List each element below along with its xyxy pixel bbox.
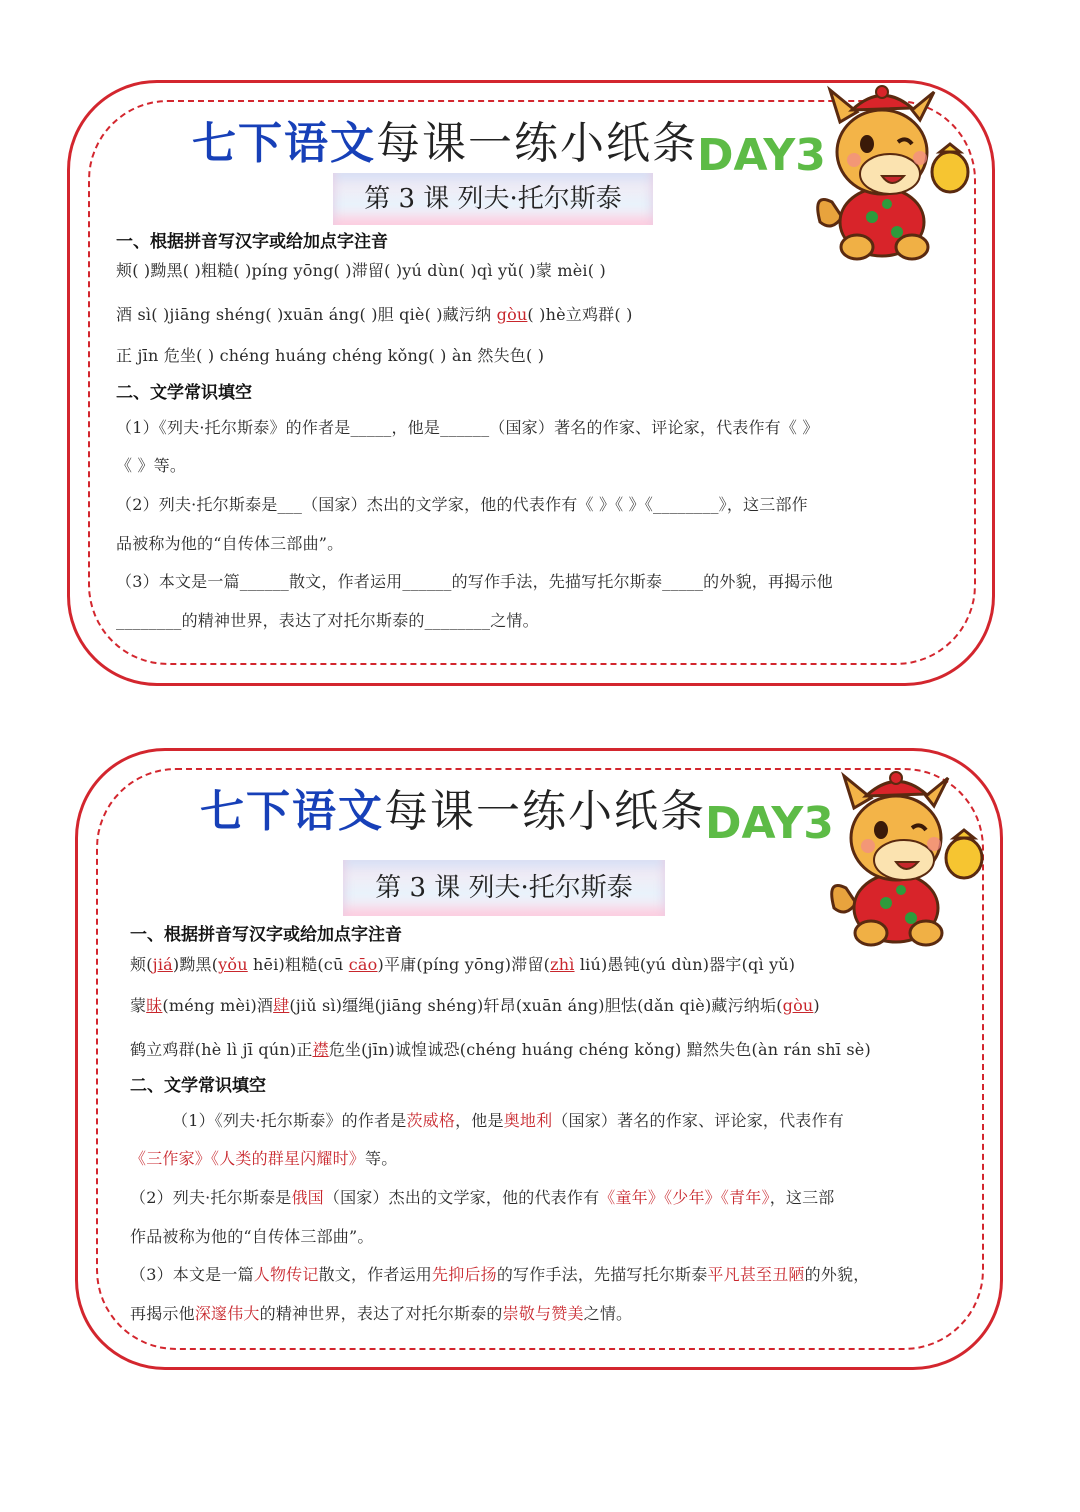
answer-question-1 xyxy=(172,1108,844,1131)
section-heading-literature: 二、文学常识填空 xyxy=(130,1076,266,1096)
question-1-cont: 《 》等。 xyxy=(116,456,187,475)
row-text: ，他是 xyxy=(455,1111,504,1130)
day-label: DAY3 xyxy=(705,798,834,849)
row-text: 再揭示他 xyxy=(130,1304,195,1323)
row-text: 的精神世界，表达了对托尔斯泰的 xyxy=(259,1304,503,1323)
row-text: 酒 sì( )jiāng shéng( )xuān áng( )胆 qiè( )藏污纳 xyxy=(116,305,497,324)
row-text: )黝黑( xyxy=(172,955,219,974)
row-text: (jiǔ sì)缰绳(jiāng shéng)轩昂(xuān áng)胆怯(dǎn qiè)藏污纳垢( xyxy=(289,996,783,1015)
answer-question-3-cont xyxy=(130,1301,632,1324)
day-label: DAY3 xyxy=(697,130,826,181)
answer-question-2 xyxy=(130,1185,835,1208)
row-text: 散文，作者运用 xyxy=(318,1265,432,1284)
answer-text: cāo xyxy=(348,955,378,974)
row-text: （国家）著名的作家、评论家，代表作有 xyxy=(552,1111,844,1130)
row-text: 的写作手法，先描写托尔斯泰 xyxy=(496,1265,708,1284)
answer-text: gòu xyxy=(782,996,814,1015)
answer-question-1-cont xyxy=(130,1146,397,1169)
row-text: （1）《列夫·托尔斯泰》的作者是 xyxy=(172,1111,407,1130)
pinyin-row-1: 颊( )黝黑( )粗糙( )píng yōng( )滞留( )yú dùn( )qì yǔ( )蒙 mèi( ) xyxy=(116,261,606,280)
row-text: 鹤立鸡群(hè lì jī qún)正 xyxy=(130,1040,313,1059)
row-text: （2）列夫·托尔斯泰是 xyxy=(130,1188,292,1207)
answer-question-3 xyxy=(130,1262,869,1285)
row-text: ，这三部 xyxy=(769,1188,835,1207)
answer-text: 崇敬与赞美 xyxy=(502,1304,584,1323)
row-text: 之情。 xyxy=(583,1304,633,1323)
question-3-cont: ________的精神世界，表达了对托尔斯泰的________之情。 xyxy=(116,611,539,630)
answer-text: 昧 xyxy=(146,996,163,1015)
answer-text: 肆 xyxy=(273,996,290,1015)
row-text: )平庸(píng yōng)滞留( xyxy=(377,955,551,974)
row-text: 颊( xyxy=(130,955,153,974)
answer-text: 人物传记 xyxy=(253,1265,319,1284)
row-text: 危坐(jīn)诚惶诚恐(chéng huáng chéng kǒng) 黯然失色(àn rán shī sè) xyxy=(328,1040,871,1059)
title-rest: 每课一练小纸条 xyxy=(376,118,698,169)
row-text: 蒙 xyxy=(130,996,147,1015)
answer-text: jiá xyxy=(152,955,173,974)
section-heading-pinyin: 一、根据拼音写汉字或给加点字注音 xyxy=(130,925,402,945)
answer-text: 《三作家》《人类的群星闪耀时》 xyxy=(130,1149,366,1168)
answer-text: 平凡甚至丑陋 xyxy=(707,1265,805,1284)
underlined-pinyin: gòu xyxy=(496,305,528,324)
lesson-title: 第 3 课 列夫·托尔斯泰 xyxy=(333,173,653,225)
question-3: （3）本文是一篇______散文，作者运用______的写作手法，先描写托尔斯泰_____的外貌，再揭示他 xyxy=(116,572,833,591)
section-heading-pinyin: 一、根据拼音写汉字或给加点字注音 xyxy=(116,232,388,252)
answer-text: 深邃伟大 xyxy=(194,1304,260,1323)
answer-text: yǒu xyxy=(218,955,248,974)
question-2-cont: 品被称为他的“自传体三部曲”。 xyxy=(116,534,344,553)
horse-mascot-icon xyxy=(826,768,986,948)
answer-text: 奥地利 xyxy=(503,1111,553,1130)
row-text: liú)愚钝(yú dùn)器宇(qì yǔ) xyxy=(574,955,796,974)
title-subject: 七下语文 xyxy=(200,786,384,837)
answer-row-1 xyxy=(130,952,795,975)
title-rest: 每课一练小纸条 xyxy=(384,786,706,837)
row-text: hēi)粗糙(cū xyxy=(247,955,349,974)
row-text: （国家）杰出的文学家，他的代表作有 xyxy=(323,1188,600,1207)
question-2: （2）列夫·托尔斯泰是___（国家）杰出的文学家，他的代表作有《 》《 》《________》，这三部作 xyxy=(116,495,808,514)
answer-text: 俄国 xyxy=(291,1188,324,1207)
row-text: ) xyxy=(813,996,820,1015)
answer-text: 襟 xyxy=(312,1040,329,1059)
row-text: 的外貌， xyxy=(804,1265,870,1284)
answer-text: 茨威格 xyxy=(406,1111,456,1130)
answer-question-2-cont: 作品被称为他的“自传体三部曲”。 xyxy=(130,1227,374,1246)
question-1: （1）《列夫·托尔斯泰》的作者是_____，他是______（国家）著名的作家、评论家，代表作有《 》 xyxy=(116,418,819,437)
row-text: ( )hè立鸡群( ) xyxy=(527,305,633,324)
answer-row-3 xyxy=(130,1037,871,1060)
answer-text: 《童年》《少年》《青年》 xyxy=(599,1188,770,1207)
pinyin-row-3: 正 jīn 危坐( ) chéng huáng chéng kǒng( ) àn 然失色( ) xyxy=(116,346,545,365)
row-text: 等。 xyxy=(365,1149,398,1168)
answer-text: 先抑后扬 xyxy=(432,1265,497,1284)
card-title xyxy=(200,786,706,837)
title-subject: 七下语文 xyxy=(192,118,376,169)
row-text: （3）本文是一篇 xyxy=(130,1265,254,1284)
lesson-title: 第 3 课 列夫·托尔斯泰 xyxy=(343,860,665,916)
row-text: (méng mèi)酒 xyxy=(162,996,274,1015)
answer-text: zhì xyxy=(550,955,575,974)
section-heading-literature: 二、文学常识填空 xyxy=(116,383,252,403)
answer-row-2 xyxy=(130,993,820,1016)
